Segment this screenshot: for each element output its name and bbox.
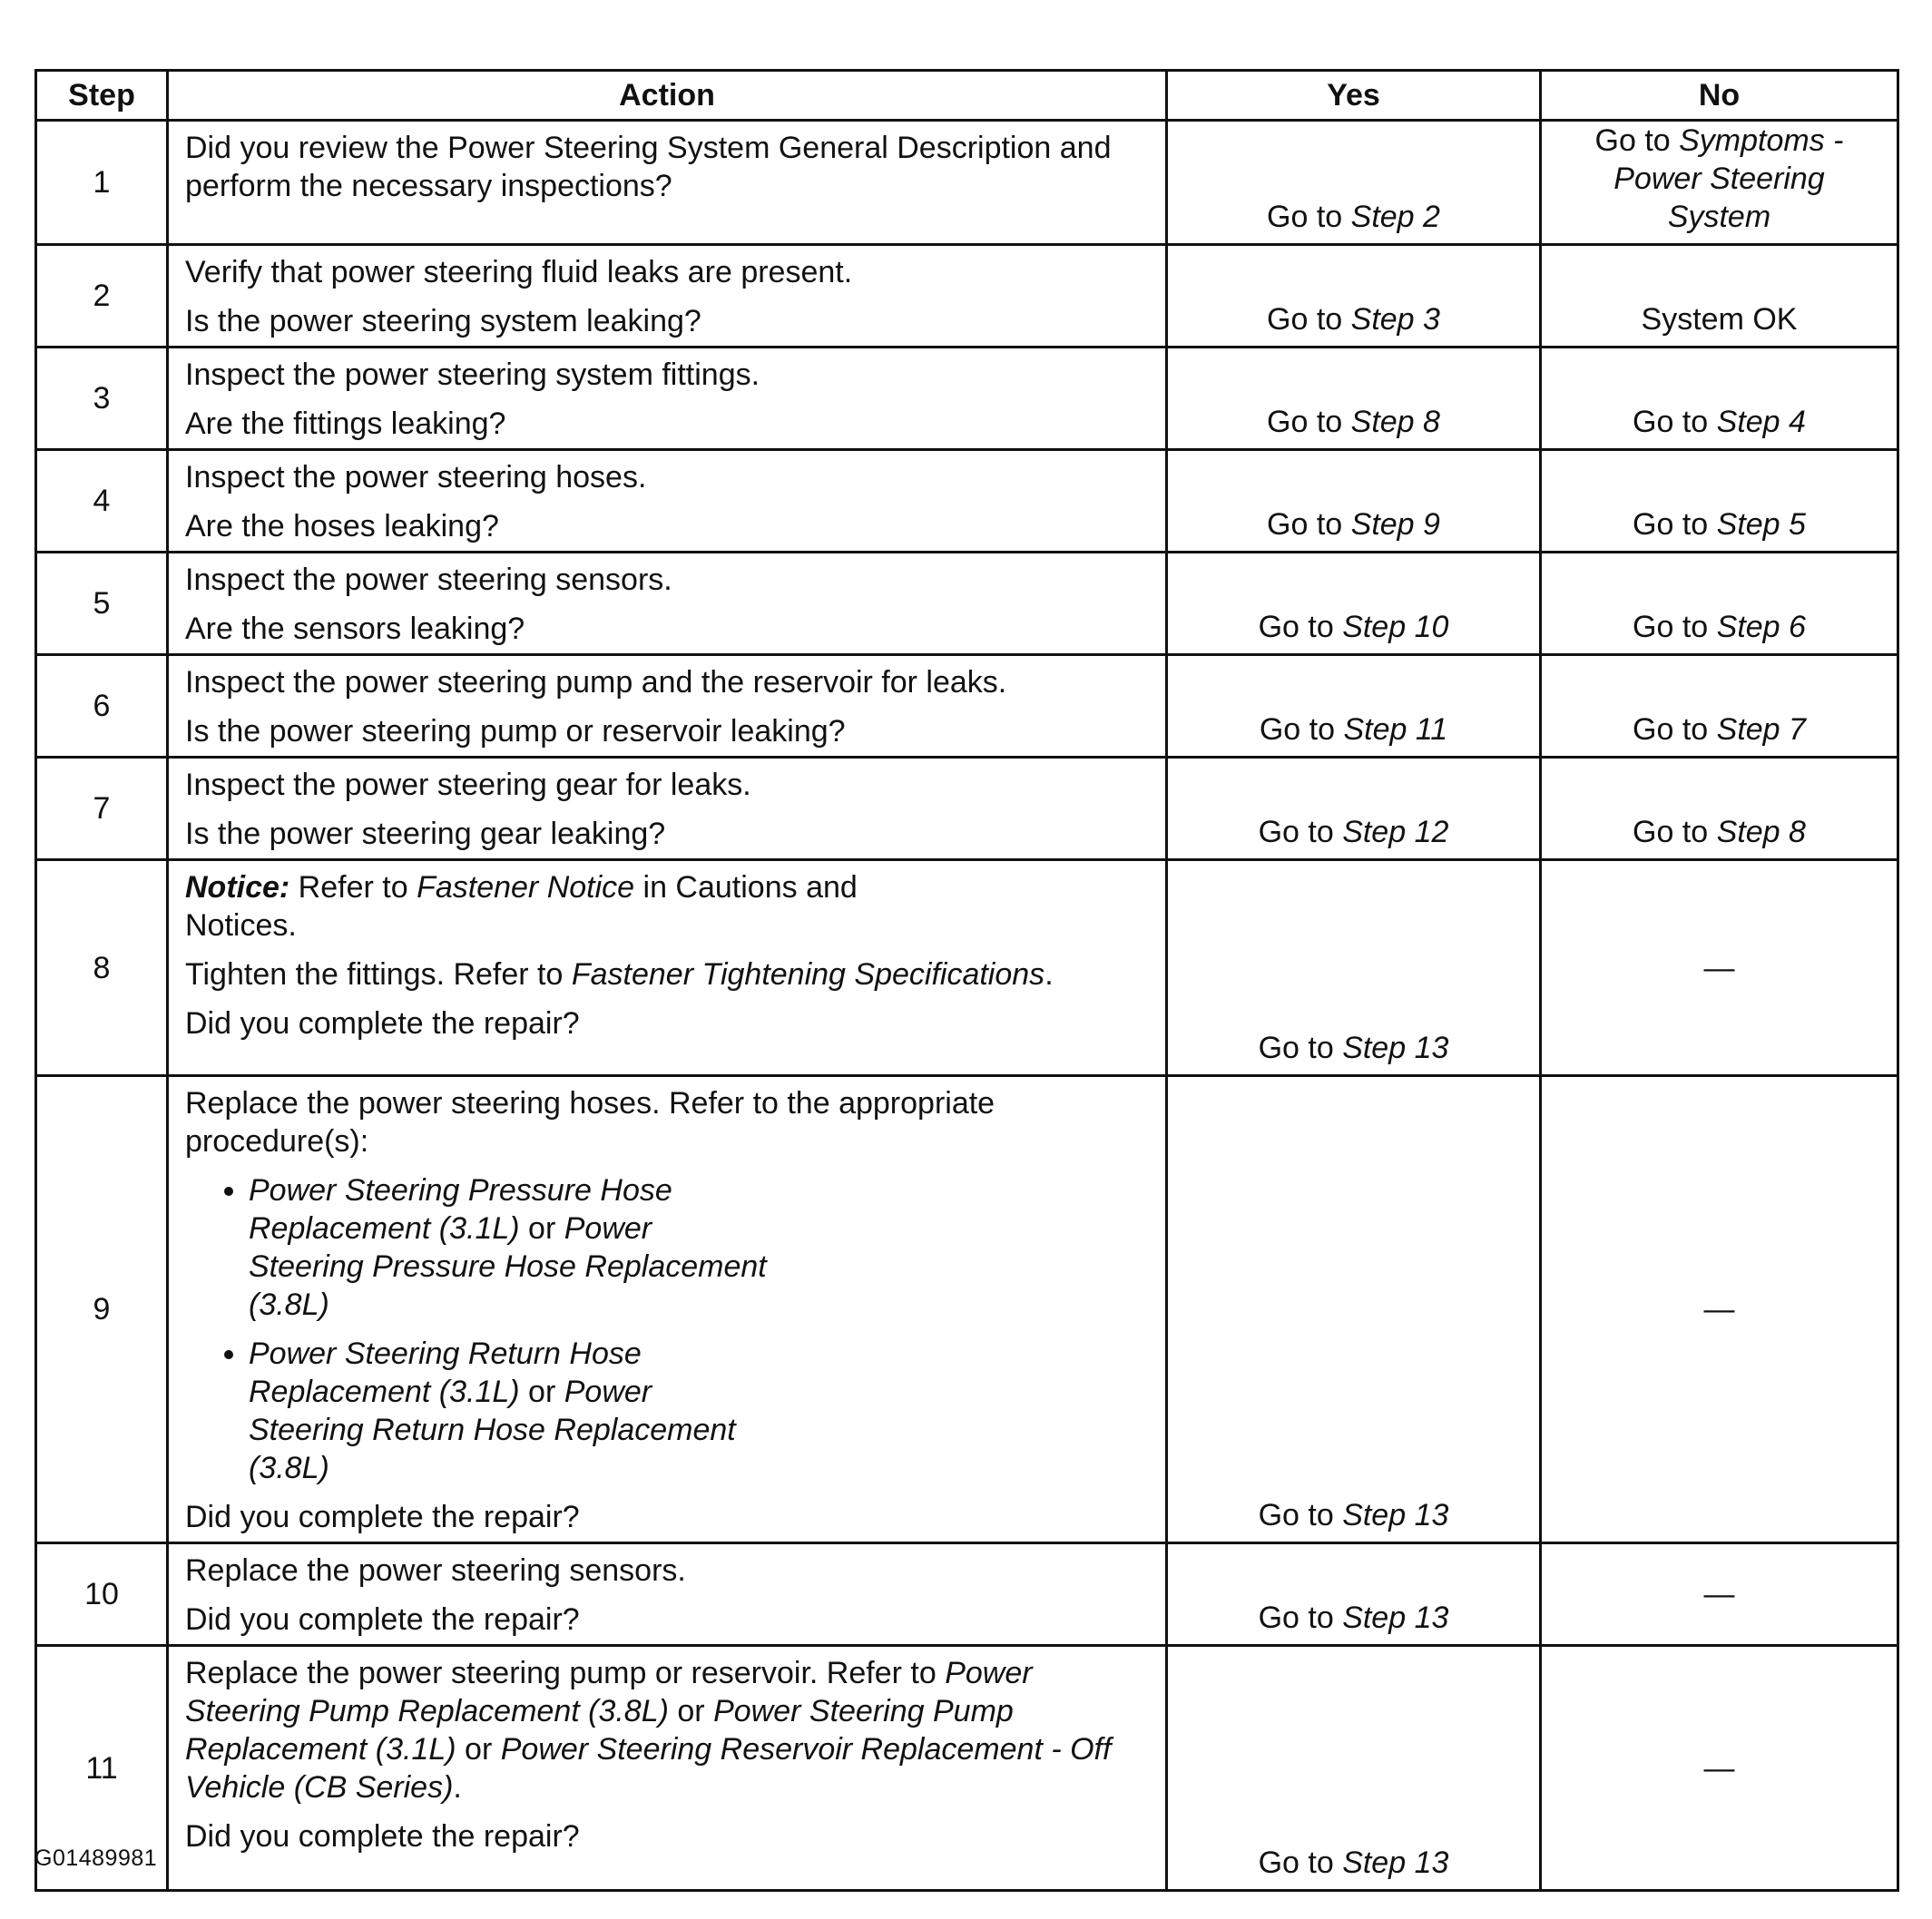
no-cell [1541,553,1898,655]
table-row [36,245,1898,348]
table-row [36,450,1898,553]
yes-cell [1167,655,1541,758]
action-question: Is the power steering pump or reservoir leaking? [185,714,846,749]
no-cell [1541,1076,1898,1543]
yes-prefix: Go to [1267,200,1351,234]
no-symptoms-link[interactable]: Symptoms - Power Steering System [1613,123,1844,234]
action-question: Did you complete the repair? [185,1500,580,1534]
yes-cell [1167,450,1541,553]
no-column-header: No [1541,71,1898,121]
no-prefix: Go to [1633,610,1717,644]
action-text: Tighten the fittings. Refer to Fastener Tightening Specifications. [185,957,1054,992]
no-step-link[interactable]: Step 4 [1716,405,1806,439]
action-question: Is the power steering gear leaking? [185,817,666,851]
no-result: — [1703,1577,1735,1611]
no-prefix: Go to [1633,712,1717,747]
table-row [36,121,1898,245]
step-number: 3 [36,348,168,450]
yes-cell [1167,1543,1541,1646]
no-prefix: Go to [1633,405,1717,439]
yes-step-link[interactable]: Step 13 [1342,1846,1449,1880]
action-cell [168,1076,1167,1543]
table-row [36,1543,1898,1646]
figure-id: G01489981 [34,1846,158,1871]
action-text: Inspect the power steering pump and the reservoir for leaks. [185,665,1007,700]
action-text: Replace the power steering sensors. [185,1553,686,1588]
action-cell [168,860,1167,1076]
action-cell [168,758,1167,860]
step-number: 7 [36,758,168,860]
action-question: Did you complete the repair? [185,1819,580,1854]
yes-cell [1167,348,1541,450]
action-text: Did you review the Power Steering System General Description and perform the necessary inspections? [185,131,1112,203]
procedure-link[interactable]: Power Steering Pump Replacement (3.8L) [185,1656,1033,1728]
yes-step-link[interactable]: Step 13 [1342,1031,1449,1065]
action-cell [168,245,1167,348]
yes-step-link[interactable]: Step 11 [1343,712,1448,747]
table-row [36,758,1898,860]
step-column-header: Step [36,71,168,121]
yes-prefix: Go to [1267,507,1351,542]
no-cell [1541,655,1898,758]
step-number: 2 [36,245,168,348]
header-row [36,71,1898,121]
table-row [36,1646,1898,1891]
yes-prefix: Go to [1258,815,1343,849]
notice-label: Notice: [185,870,290,905]
yes-cell [1167,758,1541,860]
yes-step-link[interactable]: Step 2 [1350,200,1440,234]
diagnostic-table [34,69,1899,1892]
no-prefix: Go to [1633,815,1717,849]
yes-step-link[interactable]: Step 8 [1350,405,1440,439]
table-row [36,348,1898,450]
procedure-link[interactable]: Power Steering Pressure Hose Replacement (3.8L) [249,1211,767,1322]
no-cell [1541,758,1898,860]
yes-cell [1167,1646,1541,1891]
action-text: Inspect the power steering hoses. [185,460,647,494]
action-cell [168,553,1167,655]
no-step-link[interactable]: Step 7 [1716,712,1806,747]
action-question: Did you complete the repair? [185,1602,580,1637]
no-result: — [1703,950,1735,985]
step-number: 5 [36,553,168,655]
yes-prefix: Go to [1258,1498,1343,1532]
notice-text: Notice: Refer to Fastener Notice in Cautions and Notices. [185,870,858,943]
action-column-header: Action [168,71,1167,121]
yes-prefix: Go to [1259,712,1344,747]
table-row [36,1076,1898,1543]
list-item: • Power Steering Pressure Hose Replacement (3.1L) or Power Steering Pressure Hose Replacement (3.8L) [249,1171,1152,1324]
step-number: 8 [36,860,168,1076]
action-text: Inspect the power steering sensors. [185,563,672,597]
no-cell [1541,1646,1898,1891]
action-question: Is the power steering system leaking? [185,304,701,338]
yes-step-link[interactable]: Step 10 [1342,610,1449,644]
no-step-link[interactable]: Step 8 [1716,815,1806,849]
yes-column-header: Yes [1167,71,1541,121]
step-number: 9 [36,1076,168,1543]
step-number: 4 [36,450,168,553]
yes-step-link[interactable]: Step 9 [1350,507,1440,542]
no-prefix: Go to [1633,507,1717,542]
yes-cell [1167,121,1541,245]
no-cell [1541,245,1898,348]
table-row [36,553,1898,655]
list-item: • Power Steering Return Hose Replacement (3.1L) or Power Steering Return Hose Replacement (3.8L) [249,1335,1152,1487]
action-cell [168,121,1167,245]
no-step-link[interactable]: Step 5 [1716,507,1806,542]
procedure-link[interactable]: Power Steering Pump Replacement (3.1L) [185,1694,1014,1767]
step-number: 6 [36,655,168,758]
action-text: Inspect the power steering system fittings. [185,357,760,392]
yes-prefix: Go to [1258,1601,1343,1635]
yes-prefix: Go to [1258,610,1343,644]
no-step-link[interactable]: Step 6 [1716,610,1806,644]
no-cell [1541,1543,1898,1646]
table-row [36,860,1898,1076]
action-cell [168,1543,1167,1646]
yes-cell [1167,860,1541,1076]
yes-prefix: Go to [1258,1031,1343,1065]
action-text: Verify that power steering fluid leaks are present. [185,255,853,289]
action-question: Are the fittings leaking? [185,406,506,441]
step-number: 10 [36,1543,168,1646]
no-cell [1541,121,1898,245]
procedure-list [185,1171,1152,1487]
action-cell [168,348,1167,450]
yes-prefix: Go to [1267,405,1351,439]
yes-step-link[interactable]: Step 3 [1350,302,1440,337]
procedure-link[interactable]: Power Steering Return Hose Replacement (3.1L) [249,1336,642,1409]
action-cell [168,655,1167,758]
step-number: 1 [36,121,168,245]
procedure-link[interactable]: Power Steering Reservoir Replacement - Off Vehicle (CB Series) [185,1732,1112,1805]
action-question: Are the hoses leaking? [185,509,499,543]
procedure-link[interactable]: Power Steering Pressure Hose Replacement (3.1L) [249,1173,672,1246]
no-result: — [1703,1750,1735,1786]
fastener-notice-link[interactable]: Fastener Notice [417,870,635,905]
no-cell [1541,860,1898,1076]
yes-cell [1167,1076,1541,1543]
no-cell [1541,348,1898,450]
action-text: Replace the power steering hoses. Refer to the appropriate procedure(s): [185,1086,995,1159]
procedure-link[interactable]: Power Steering Return Hose Replacement (3.8L) [249,1375,736,1485]
no-result: — [1703,1292,1735,1327]
table-row [36,655,1898,758]
action-question: Are the sensors leaking? [185,612,525,646]
yes-step-link[interactable]: Step 13 [1342,1601,1449,1635]
no-cell [1541,450,1898,553]
yes-step-link[interactable]: Step 13 [1342,1498,1449,1532]
yes-prefix: Go to [1258,1846,1343,1880]
no-result: System OK [1641,302,1798,337]
no-prefix: Go to [1594,123,1680,158]
action-cell [168,1646,1167,1891]
action-cell [168,450,1167,553]
yes-step-link[interactable]: Step 12 [1342,815,1449,849]
action-text: Replace the power steering pump or reservoir. Refer to Power Steering Pump Replacement (3.8L) or Power Steering Pump Replacement (3.1L) or Power Steering Reservoir Replacement - Off Vehicle (CB Series). [185,1656,1112,1805]
action-question: Did you complete the repair? [185,1006,580,1041]
yes-cell [1167,553,1541,655]
tightening-specs-link[interactable]: Fastener Tightening Specifications [571,957,1045,992]
yes-cell [1167,245,1541,348]
yes-prefix: Go to [1267,302,1351,337]
action-text: Inspect the power steering gear for leaks. [185,768,751,802]
step-number: 11 [36,1646,168,1891]
